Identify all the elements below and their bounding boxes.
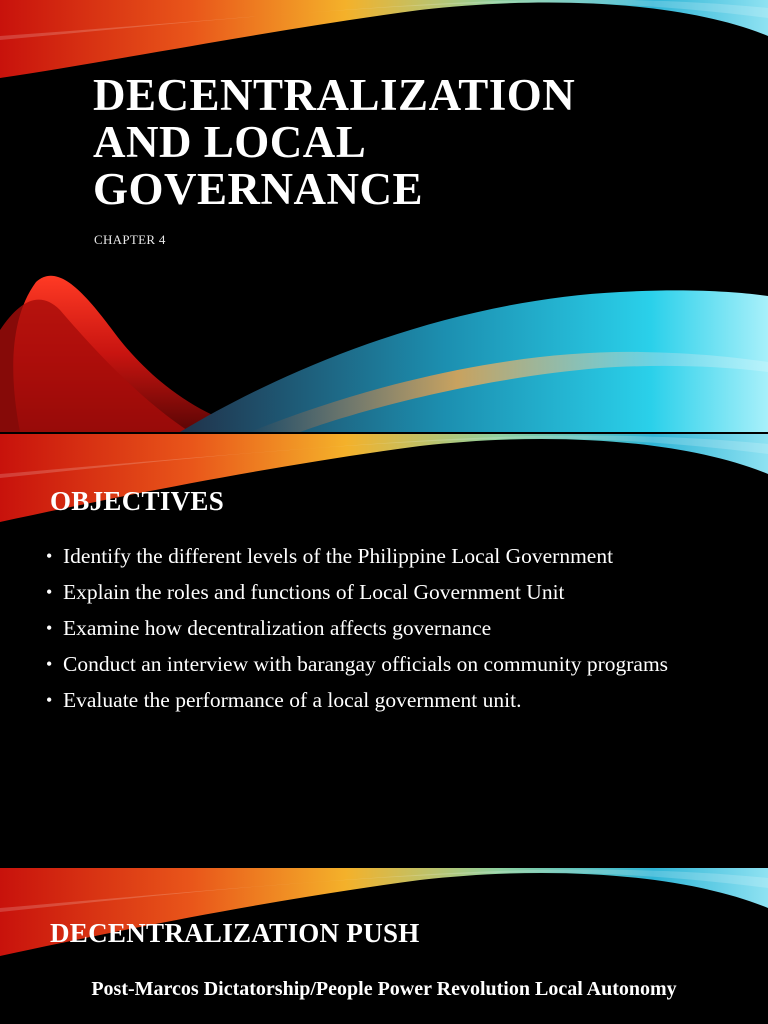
bullet-icon: • [46,654,53,674]
list-item: • Identify the different levels of the Philippine Local Government [46,544,614,568]
bullet-icon: • [46,582,53,602]
bullet-icon: • [46,690,53,710]
title-slide[interactable] [0,0,768,432]
list-item: • Evaluate the performance of a local government unit. [46,688,522,712]
list-item: • Explain the roles and functions of Local Government Unit [46,580,565,604]
objectives-slide[interactable] [0,434,768,866]
list-item: • Examine how decentralization affects governance [46,616,492,640]
slide-title: DECENTRALIZATION AND LOCAL GOVERNANCE [93,70,576,214]
bullet-icon: • [46,546,53,566]
decentralization-slide[interactable] [0,868,768,1024]
slide-body: Post-Marcos Dictatorship/People Power Revolution Local Autonomy [91,978,677,1000]
bullet-icon: • [46,618,53,638]
slide-heading: DECENTRALIZATION PUSH [50,918,420,948]
list-item: • Conduct an interview with barangay officials on community programs [46,652,669,676]
slide-heading: OBJECTIVES [50,486,225,516]
slide-subtitle: CHAPTER 4 [94,232,166,247]
swoosh-decoration [0,0,768,432]
objectives-list [46,542,736,722]
